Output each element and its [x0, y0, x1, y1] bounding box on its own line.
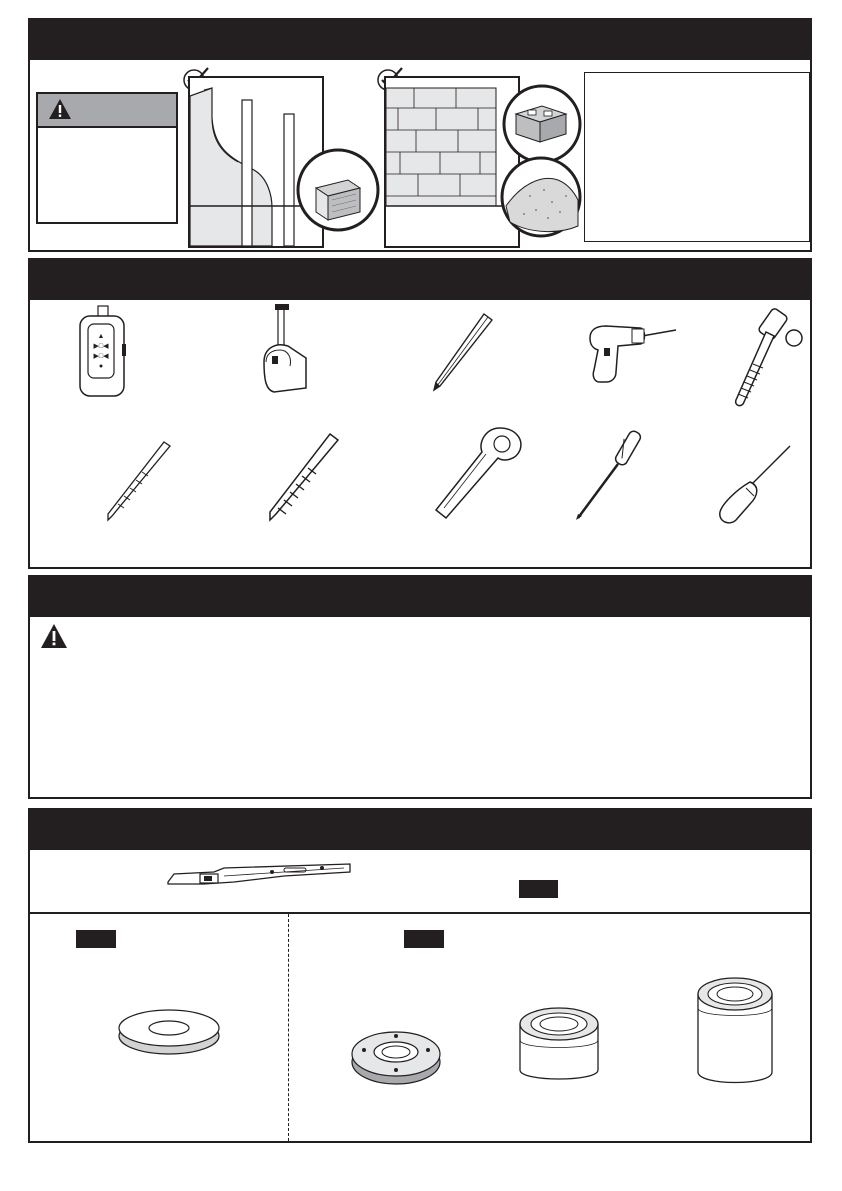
socket-wrench-icon [430, 424, 526, 524]
phillips-screwdriver-icon [570, 428, 650, 524]
wall-type-header-band [30, 20, 810, 60]
warning-card [36, 92, 178, 224]
washer-label-tag [76, 930, 116, 948]
spacer-tall-icon [694, 970, 776, 1090]
hardware-section [28, 808, 812, 1143]
hardware-column-divider [288, 914, 289, 1141]
tools-section [28, 258, 812, 569]
bracket-arm-icon [164, 854, 354, 894]
pencil-icon [426, 310, 498, 394]
spacer-flat-icon [348, 1022, 444, 1088]
wood-stud-closeup-icon [296, 148, 380, 232]
warning-banner [38, 94, 176, 128]
spacer-medium-icon [516, 1000, 602, 1090]
wall-type-section [28, 18, 812, 252]
hardware-label-tag [519, 880, 558, 898]
warning-header-band [30, 577, 810, 617]
warning-triangle-icon [48, 98, 72, 120]
svg-text:▲: ▲ [97, 333, 105, 340]
wall-note-box [584, 72, 810, 242]
awl-icon [710, 444, 794, 528]
drill-bit-large-icon [264, 432, 340, 522]
brick-wall-illustration [386, 78, 518, 246]
drill-bit-small-icon [102, 438, 172, 522]
hardware-divider-line [30, 912, 810, 914]
stud-finder-icon [78, 304, 128, 398]
warning-section [28, 575, 812, 799]
svg-text:▶□◀: ▶□◀ [93, 353, 109, 360]
tools-header-band [30, 260, 810, 300]
concrete-closeup-icon [500, 156, 582, 238]
tape-measure-icon [258, 302, 314, 396]
power-drill-icon [586, 316, 678, 400]
svg-text:▶□◀: ▶□◀ [93, 343, 109, 350]
spacer-label-tag [404, 930, 444, 948]
warning-triangle-icon [40, 623, 68, 649]
hardware-header-band [30, 810, 810, 850]
cinder-block-closeup-icon [502, 84, 582, 164]
washer-icon [116, 1006, 222, 1058]
hammer-icon [728, 302, 812, 408]
